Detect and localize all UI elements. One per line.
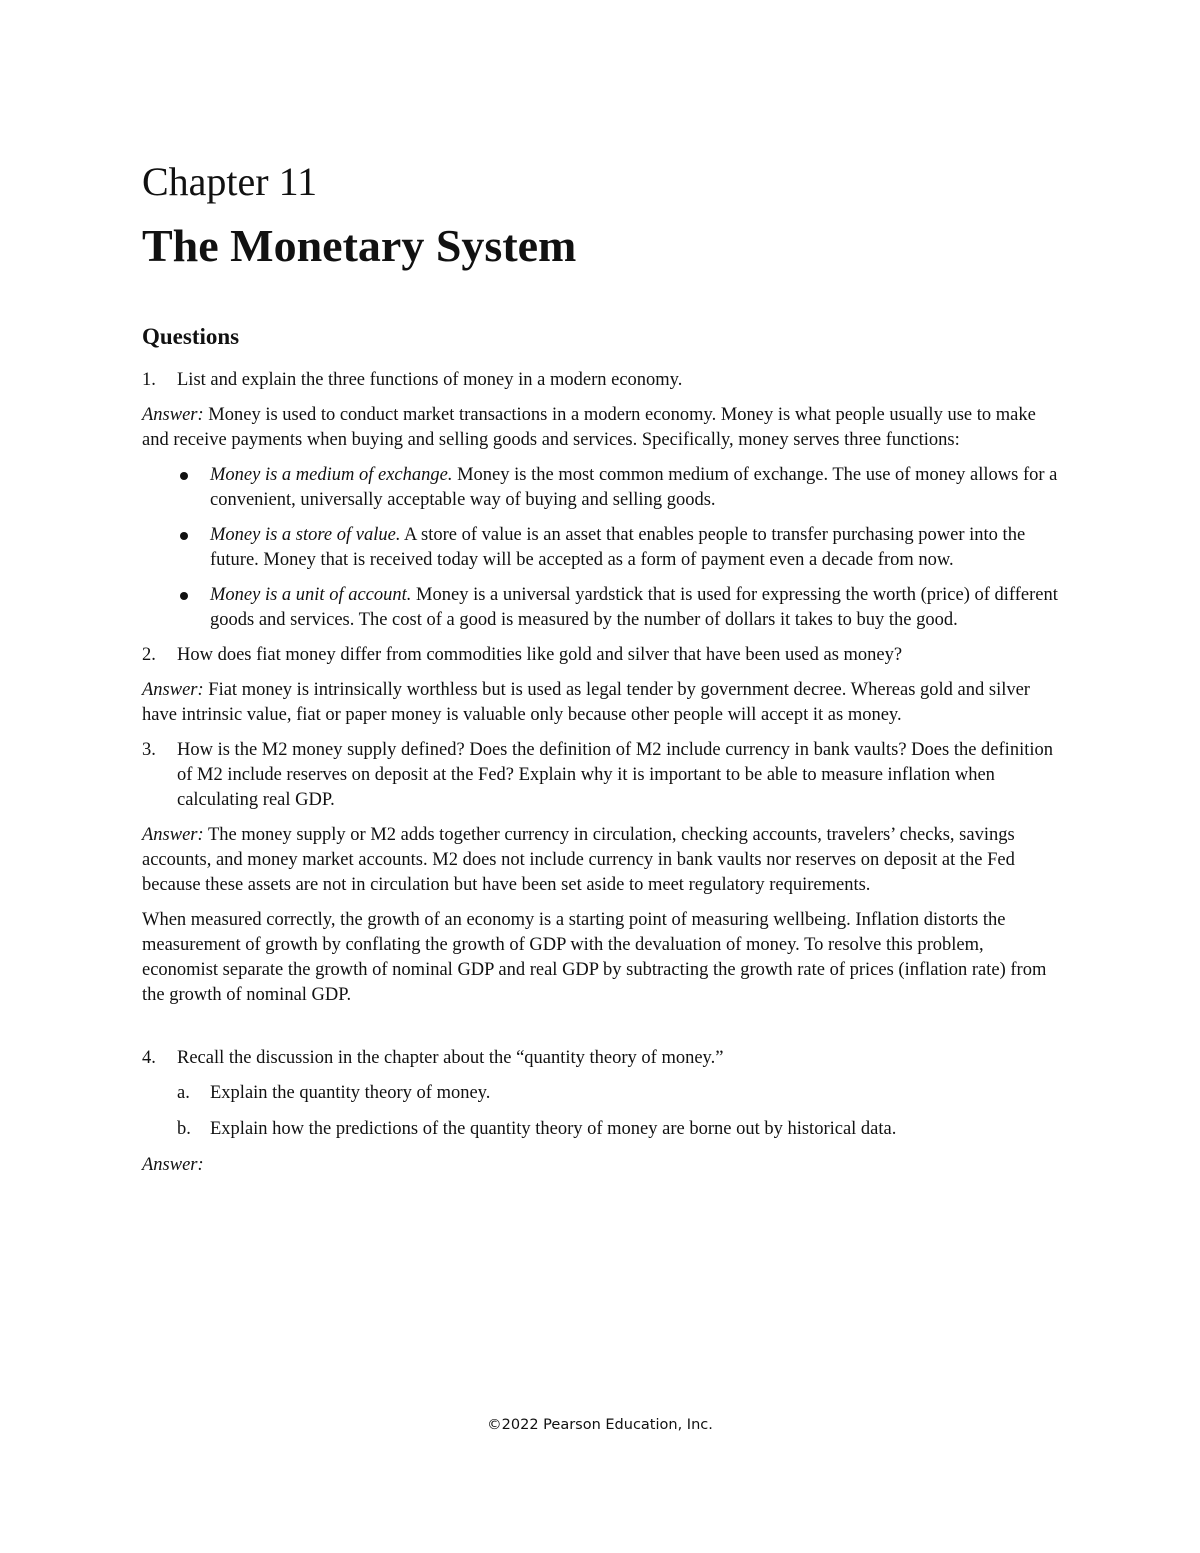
answer-3: [142, 823, 1062, 898]
answer-2: [142, 678, 1062, 728]
question-text: List and explain the three functions of money in a modern economy.: [177, 370, 683, 390]
answer-1: [142, 403, 1062, 453]
subpart-text: Explain how the predictions of the quantity theory of money are borne out by historical data.: [210, 1119, 897, 1139]
spacer: [142, 1018, 1062, 1046]
function-term: Money is a store of value.: [210, 525, 401, 545]
question-4a: [142, 1081, 1062, 1106]
function-term: Money is a medium of exchange.: [210, 465, 453, 485]
question-number: 2.: [142, 645, 156, 665]
question-number: 3.: [142, 740, 156, 760]
question-text: Recall the discussion in the chapter about the “quantity theory of money.”: [177, 1048, 724, 1068]
section-heading: Questions: [142, 324, 240, 349]
function-term: Money is a unit of account.: [210, 585, 412, 605]
chapter-label: Chapter 11: [142, 159, 318, 204]
answer-text: Money is used to conduct market transactions in a modern economy. Money is what people usually use to make and receive payments when buying and selling goods and services. Specifically, money serves three functions:: [142, 405, 1036, 450]
chapter-title: The Monetary System: [142, 220, 577, 271]
bullet-icon: [180, 592, 188, 600]
answer-label: Answer:: [142, 680, 204, 700]
question-4: [142, 1046, 1062, 1071]
money-functions-list: [142, 463, 1062, 633]
question-number: 1.: [142, 370, 156, 390]
function-text: Money is a universal yardstick that is used for expressing the worth (price) of different goods and services. The cost of a good is measured by the number of dollars it takes to buy the good.: [210, 585, 1058, 630]
question-text: How is the M2 money supply defined? Does the definition of M2 include currency in bank vaults? Does the definition of M2 include reserves on deposit at the Fed? Explain why it is important to be able to measure inflation when calculating real GDP.: [177, 740, 1053, 810]
question-1: [142, 368, 1062, 393]
answer-label: Answer:: [142, 405, 204, 425]
answer-3-paragraph-2: When measured correctly, the growth of an economy is a starting point of measuring wellbeing. Inflation distorts the measurement of growth by conflating the growth of GDP with the devaluation of money. To resolve this problem, economist separate the growth of nominal GDP and real GDP by subtracting the growth rate of prices (inflation rate) from the growth of nominal GDP.: [142, 910, 1047, 1005]
question-3: [142, 738, 1062, 813]
bullet-icon: [180, 472, 188, 480]
answer-label: Answer:: [142, 825, 204, 845]
list-item: [142, 583, 1062, 633]
list-item: [142, 463, 1062, 513]
question-4b: [142, 1117, 1062, 1142]
list-item: [142, 523, 1062, 573]
question-number: 4.: [142, 1048, 156, 1068]
copyright-footer: ©2022 Pearson Education, Inc.: [487, 1417, 713, 1433]
function-text: A store of value is an asset that enables people to transfer purchasing power into the future. Money that is received today will be accepted as a form of payment even a decade from now.: [210, 525, 1026, 570]
question-2: [142, 643, 1062, 668]
answer-label: Answer:: [142, 1155, 204, 1175]
subpart-letter: b.: [177, 1119, 191, 1139]
subpart-text: Explain the quantity theory of money.: [210, 1083, 491, 1103]
document-body: [142, 368, 1062, 1188]
question-text: How does fiat money differ from commodities like gold and silver that have been used as money?: [177, 645, 903, 665]
answer-4: [142, 1153, 1062, 1178]
bullet-icon: [180, 532, 188, 540]
subpart-letter: a.: [177, 1083, 190, 1103]
answer-text: The money supply or M2 adds together currency in circulation, checking accounts, travelers’ checks, savings accounts, and money market accounts. M2 does not include currency in bank vaults nor reserves on deposit at the Fed because these assets are not in circulation but have been set aside to meet regulatory requirements.: [142, 825, 1015, 895]
function-text: Money is the most common medium of exchange. The use of money allows for a convenient, universally acceptable way of buying and selling goods.: [210, 465, 1058, 510]
answer-text: Fiat money is intrinsically worthless but is used as legal tender by government decree. Whereas gold and silver have intrinsic value, fiat or paper money is valuable only because other people will accept it as money.: [142, 680, 1030, 725]
